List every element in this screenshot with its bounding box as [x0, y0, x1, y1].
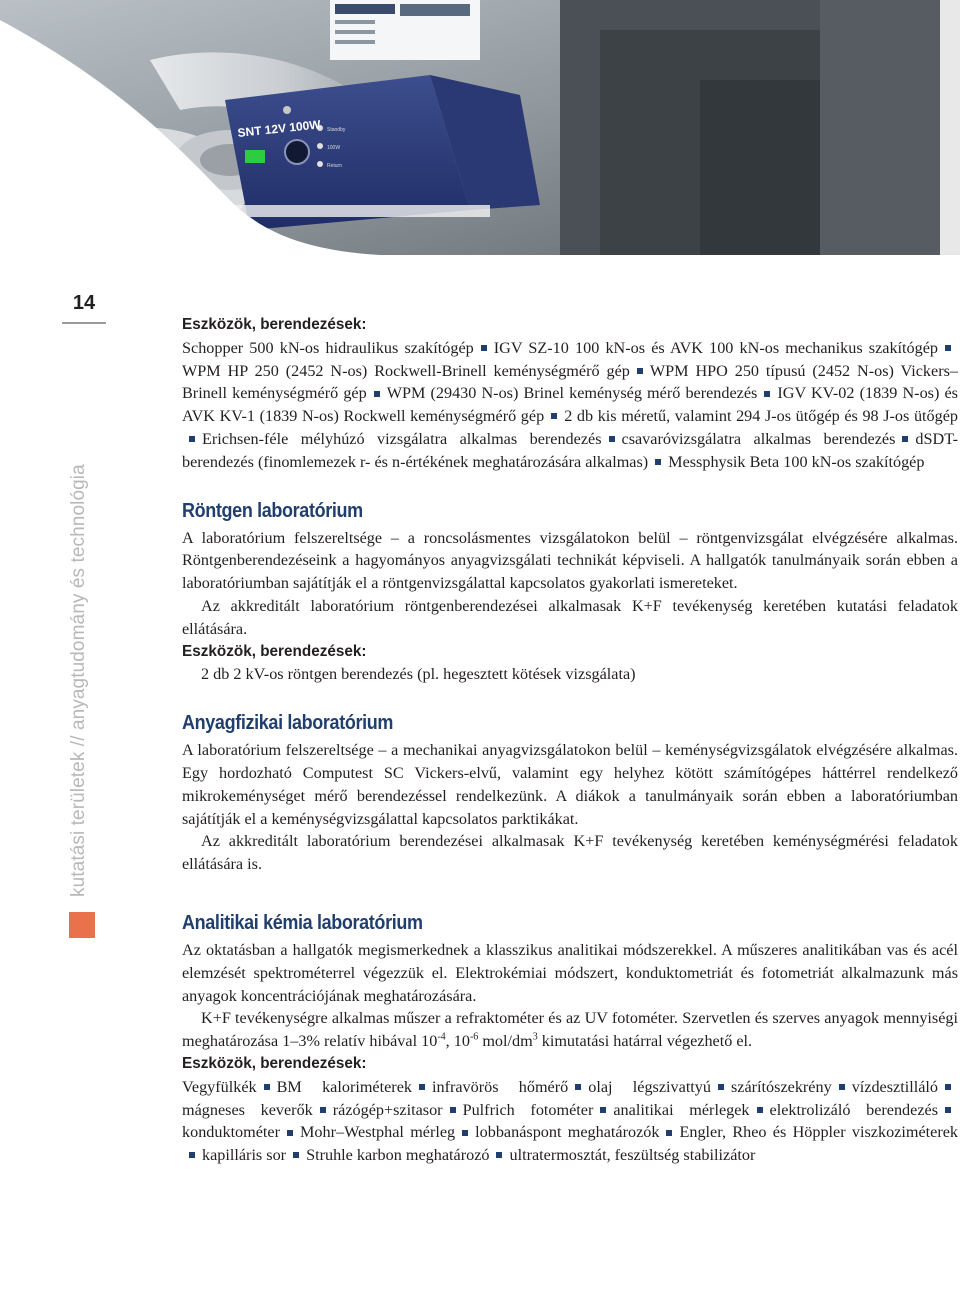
page-number-rule — [62, 322, 106, 324]
list-item: Schopper 500 kN-os hidraulikus szakítógép — [182, 338, 474, 357]
rontgen-equipment: 2 db 2 kV-os röntgen berendezés (pl. hegesztett kötések vizsgálata) — [201, 665, 636, 684]
equipment-label: Eszközök, berendezések: — [182, 316, 367, 333]
paragraph-text: kimutatási határral végezhető el. — [537, 1032, 753, 1051]
bullet-icon — [496, 1152, 502, 1158]
page-number: 14 — [72, 292, 96, 314]
list-item: WPM HPO 250 típusú (2452 N-os) Vickers–Brinell keménységmérő gép — [182, 361, 958, 403]
bullet-icon — [419, 1084, 425, 1090]
bullet-icon — [462, 1130, 468, 1136]
power-label: 100W — [327, 145, 341, 151]
section-heading-anyagfizikai: Anyagfizikai laboratórium — [182, 712, 394, 735]
list-item: Vegyfülkék — [182, 1077, 257, 1096]
list-item: olaj légszivattyú — [588, 1077, 711, 1096]
bullet-icon — [551, 413, 557, 419]
rontgen-paragraph-2: Az akkreditált laboratórium röntgenberendezései alkalmasak K+F tevékenység keretében kutatási feladatok ellátására. — [182, 596, 958, 638]
analitikai-equipment-label: Eszközök, berendezések: — [182, 1054, 367, 1072]
list-item: Messphysik Beta 100 kN-os szakítógép — [668, 452, 925, 471]
exponent: -6 — [469, 1031, 479, 1043]
bullet-icon — [637, 368, 643, 374]
paragraph-text: K+F tevékenységre alkalmas műszer a refraktométer és az UV fotométer. Szervetlen és szerves anyagok mennyiségi meghatározása 1–3% relatív hibával 10 — [182, 1009, 958, 1051]
section-heading-rontgen: Röntgen laboratórium — [182, 499, 363, 522]
bullet-icon — [320, 1107, 326, 1113]
bullet-icon — [945, 345, 951, 351]
device-label: SNT 12V 100W — [236, 117, 322, 140]
list-item: rázógép+szitasor — [332, 1100, 443, 1119]
bullet-icon — [609, 436, 615, 442]
list-item: analitikai mérlegek — [613, 1100, 750, 1119]
bullet-icon — [945, 1084, 951, 1090]
list-item: BM kaloriméterek — [276, 1077, 412, 1096]
bullet-icon — [287, 1130, 293, 1136]
section-heading-analitikai: Analitikai kémia laboratórium — [182, 911, 423, 934]
list-item: WPM (29430 N-os) Brinel keménység mérő berendezés — [386, 384, 758, 403]
list-item: mágneses keverők — [182, 1100, 313, 1119]
list-item: konduktométer — [182, 1123, 281, 1142]
standby-label: Standby — [327, 127, 346, 133]
bullet-icon — [666, 1130, 672, 1136]
list-item: dSDT-berendezés (finomlemezek r- és n-értékének meghatározására alkalmas) — [182, 429, 958, 471]
accent-square — [69, 912, 95, 938]
list-item: infravörös hőmérő — [431, 1077, 569, 1096]
bullet-icon — [902, 436, 908, 442]
list-item: lobbanáspont meghatározók — [475, 1123, 660, 1142]
bullet-icon — [764, 391, 770, 397]
header-photo — [0, 0, 960, 255]
bullet-icon — [293, 1152, 299, 1158]
bullet-icon — [264, 1084, 270, 1090]
paragraph-text: , 10 — [445, 1032, 470, 1051]
bullet-icon — [450, 1107, 456, 1113]
bullet-icon — [481, 345, 487, 351]
list-item: IGV KV-02 (1839 N-os) és AVK KV-1 (1839 N-os) Rockwell keménységmérő gép — [182, 384, 958, 426]
bullet-icon — [189, 436, 195, 442]
bullet-icon — [718, 1084, 724, 1090]
anyagfizikai-paragraph-2: Az akkreditált laboratórium berendezései alkalmasak K+F tevékenység keretében keménységmérési feladatok ellátására is. — [182, 832, 958, 874]
list-item: 2 db kis méretű, valamint 294 J-os ütőgép és 98 J-os ütőgép — [564, 407, 958, 426]
bullet-icon — [945, 1107, 951, 1113]
return-label: Return — [327, 163, 343, 169]
paragraph-text: mol/dm — [478, 1032, 533, 1051]
microscope-photo-illustration — [0, 0, 960, 255]
list-item: kapilláris sor — [202, 1146, 287, 1165]
bullet-icon — [374, 391, 380, 397]
list-item: WPM HP 250 (2452 N-os) Rockwell-Brinell keménységmérő gép — [182, 361, 630, 380]
analitikai-paragraph-2 — [182, 1007, 958, 1053]
analitikai-paragraph-1: Az oktatásban a hallgatók megismerkednek a klasszikus analitikai módszerekkel. A műszeres analitikában vas és acél elemzését spektrométerrel végezzük el. Elektrokémiai módszert, konduktometriát és fotometriát alkalmazunk más anyagok koncentrációjának meghatározására. — [182, 940, 958, 1005]
rontgen-equipment-label: Eszközök, berendezések: — [182, 642, 367, 660]
bullet-icon — [839, 1084, 845, 1090]
list-item: szárítószekrény — [731, 1077, 832, 1096]
bullet-icon — [600, 1107, 606, 1113]
list-item: Struhle karbon meghatározó — [306, 1146, 490, 1165]
list-item: Mohr–Westphal mérleg — [300, 1123, 456, 1142]
analitikai-equipment-list — [182, 1076, 958, 1167]
anyagfizikai-paragraph-1: A laboratórium felszereltsége – a mechanikai anyagvizsgálatokon belül – keménységvizsgálatok elvégzésére alkalmas. Egy hordozható Computest SC Vickers-elvű, valamint egy helyhez kötött számítógépes háttérrel rendelkező mikrokeménységet mérő berendezéssel rendelkezünk. A diákok a tanulmányaik során ebben a laboratóriumban sajátítják el a keménységvizsgálattal kapcsolatos parktikákat. — [182, 741, 958, 828]
list-item: Engler, Rheo és Höppler viszkoziméterek — [679, 1123, 958, 1142]
list-item: elektrolizáló berendezés — [769, 1100, 939, 1119]
main-content — [182, 314, 958, 1167]
list-item: csavaróvizsgálatra alkalmas berendezés — [621, 429, 896, 448]
side-running-title: kutatási területek // anyagtudomány és technológia — [68, 464, 89, 897]
rontgen-paragraph-1: A laboratórium felszereltsége – a roncsolásmentes vizsgálatokon belül – röntgenvizsgálat elvégzésére alkalmas. Röntgenberendezéseink a hagyományos anyagvizsgálati technikát képviseli. A hallgatók tanulmányaik során ebben a laboratóriumban sajátítják el a röntgenvizsgálattal kapcsolatos gyakorlati ismereteket. — [182, 528, 958, 593]
list-item: vízdesztilláló — [851, 1077, 938, 1096]
bullet-icon — [189, 1152, 195, 1158]
list-item: Erichsen-féle mélyhúzó vizsgálatra alkalmas berendezés — [202, 429, 602, 448]
equipment-list — [182, 337, 958, 474]
list-item: Pulfrich fotométer — [462, 1100, 594, 1119]
bullet-icon — [655, 459, 661, 465]
bullet-icon — [575, 1084, 581, 1090]
list-item: IGV SZ-10 100 kN-os és AVK 100 kN-os mechanikus szakítógép — [493, 338, 939, 357]
exponent: 3 — [532, 1031, 538, 1043]
list-item: ultratermosztát, feszültség stabilizátor — [509, 1146, 756, 1165]
exponent: -4 — [437, 1031, 446, 1043]
bullet-icon — [757, 1107, 763, 1113]
